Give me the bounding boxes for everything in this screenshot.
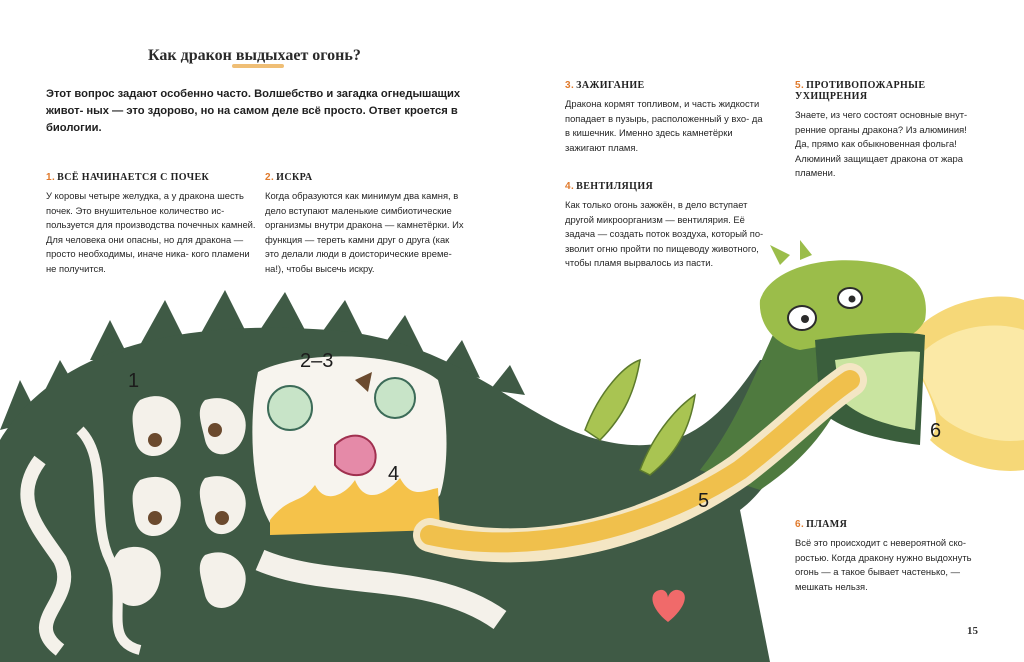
mark-2-3: 2–3 [300, 350, 334, 372]
section-ignition [565, 80, 765, 155]
intro-text: Этот вопрос задают особенно часто. Волшебство и загадка огнедышащих живот- ных — это здорово, но на самом деле всё просто. Ответ кроется в биологии. [46, 88, 461, 134]
section-number: 3. [565, 80, 575, 91]
mark-4: 4 [388, 463, 400, 485]
section-heading [565, 181, 765, 192]
section-text: У коровы четыре желудка, а у дракона шесть почек. Это внушительное количество ис- пользуется для производства почечных камней. Для человека они опасны, но для дракона — просто необходимы, иначе ника- кого пламени не получится. [46, 190, 256, 274]
section-heading [795, 80, 975, 102]
section-heading-label: ЗАЖИГАНИЕ [576, 80, 645, 91]
section-heading-label: ПРОТИВОПОЖАРНЫЕ УХИЩРЕНИЯ [795, 80, 926, 102]
section-heading-label: ПЛАМЯ [806, 519, 848, 530]
page-title: Как дракон выдыхает огонь? [148, 47, 361, 64]
mark-1: 1 [128, 370, 140, 392]
mark-6: 6 [930, 420, 942, 442]
section-heading [565, 80, 765, 91]
section-number: 2. [265, 172, 275, 183]
mark-5: 5 [698, 490, 710, 512]
section-heading-label: ВЕНТИЛЯЦИЯ [576, 181, 654, 192]
section-number: 1. [46, 172, 56, 183]
section-heading-label: ВСЁ НАЧИНАЕТСЯ С ПОЧЕК [57, 172, 210, 183]
section-flame [795, 519, 975, 594]
section-number: 5. [795, 80, 805, 91]
section-ventilation [565, 181, 765, 271]
section-number: 4. [565, 181, 575, 192]
section-heading [46, 172, 256, 183]
section-heading-label: ИСКРА [276, 172, 313, 183]
section-text: Как только огонь зажжён, в дело вступает другой микроорганизм — вентилярия. Её задача — создать поток воздуха, который по- зволит огню пройти по пищеводу животного, чтобы пламя вырвалось из пасти. [565, 199, 764, 269]
section-heading [265, 172, 465, 183]
section-heading [795, 519, 975, 530]
section-fireproofing [795, 80, 975, 181]
section-spark [265, 172, 465, 277]
section-kidneys [46, 172, 256, 277]
section-text: Когда образуются как минимум два камня, в дело вступают маленькие симбиотические организмы внутри дракона — камнетёрки. Их функция — тереть камни друг о друга (как это делали люди в доисторические време- на!), чтобы высечь искру. [265, 190, 464, 274]
section-text: Знаете, из чего состоят основные внут- ренние органы дракона? Из алюминия! Да, прямо как обыкновенная фольга! Алюминий защищает дракона от жара пламени. [795, 109, 968, 179]
section-number: 6. [795, 519, 805, 530]
section-text: Всё это происходит с невероятной ско- ростью. Когда дракону нужно выдохнуть огонь — а такое бывает частенько, — мешкать нельзя. [795, 537, 972, 592]
section-text: Дракона кормят топливом, и часть жидкости попадает в пузырь, расположенный у вхо- да в кишечник. Именно здесь камнетёрки зажигают пламя. [565, 98, 763, 153]
page-number: 15 [967, 625, 978, 637]
